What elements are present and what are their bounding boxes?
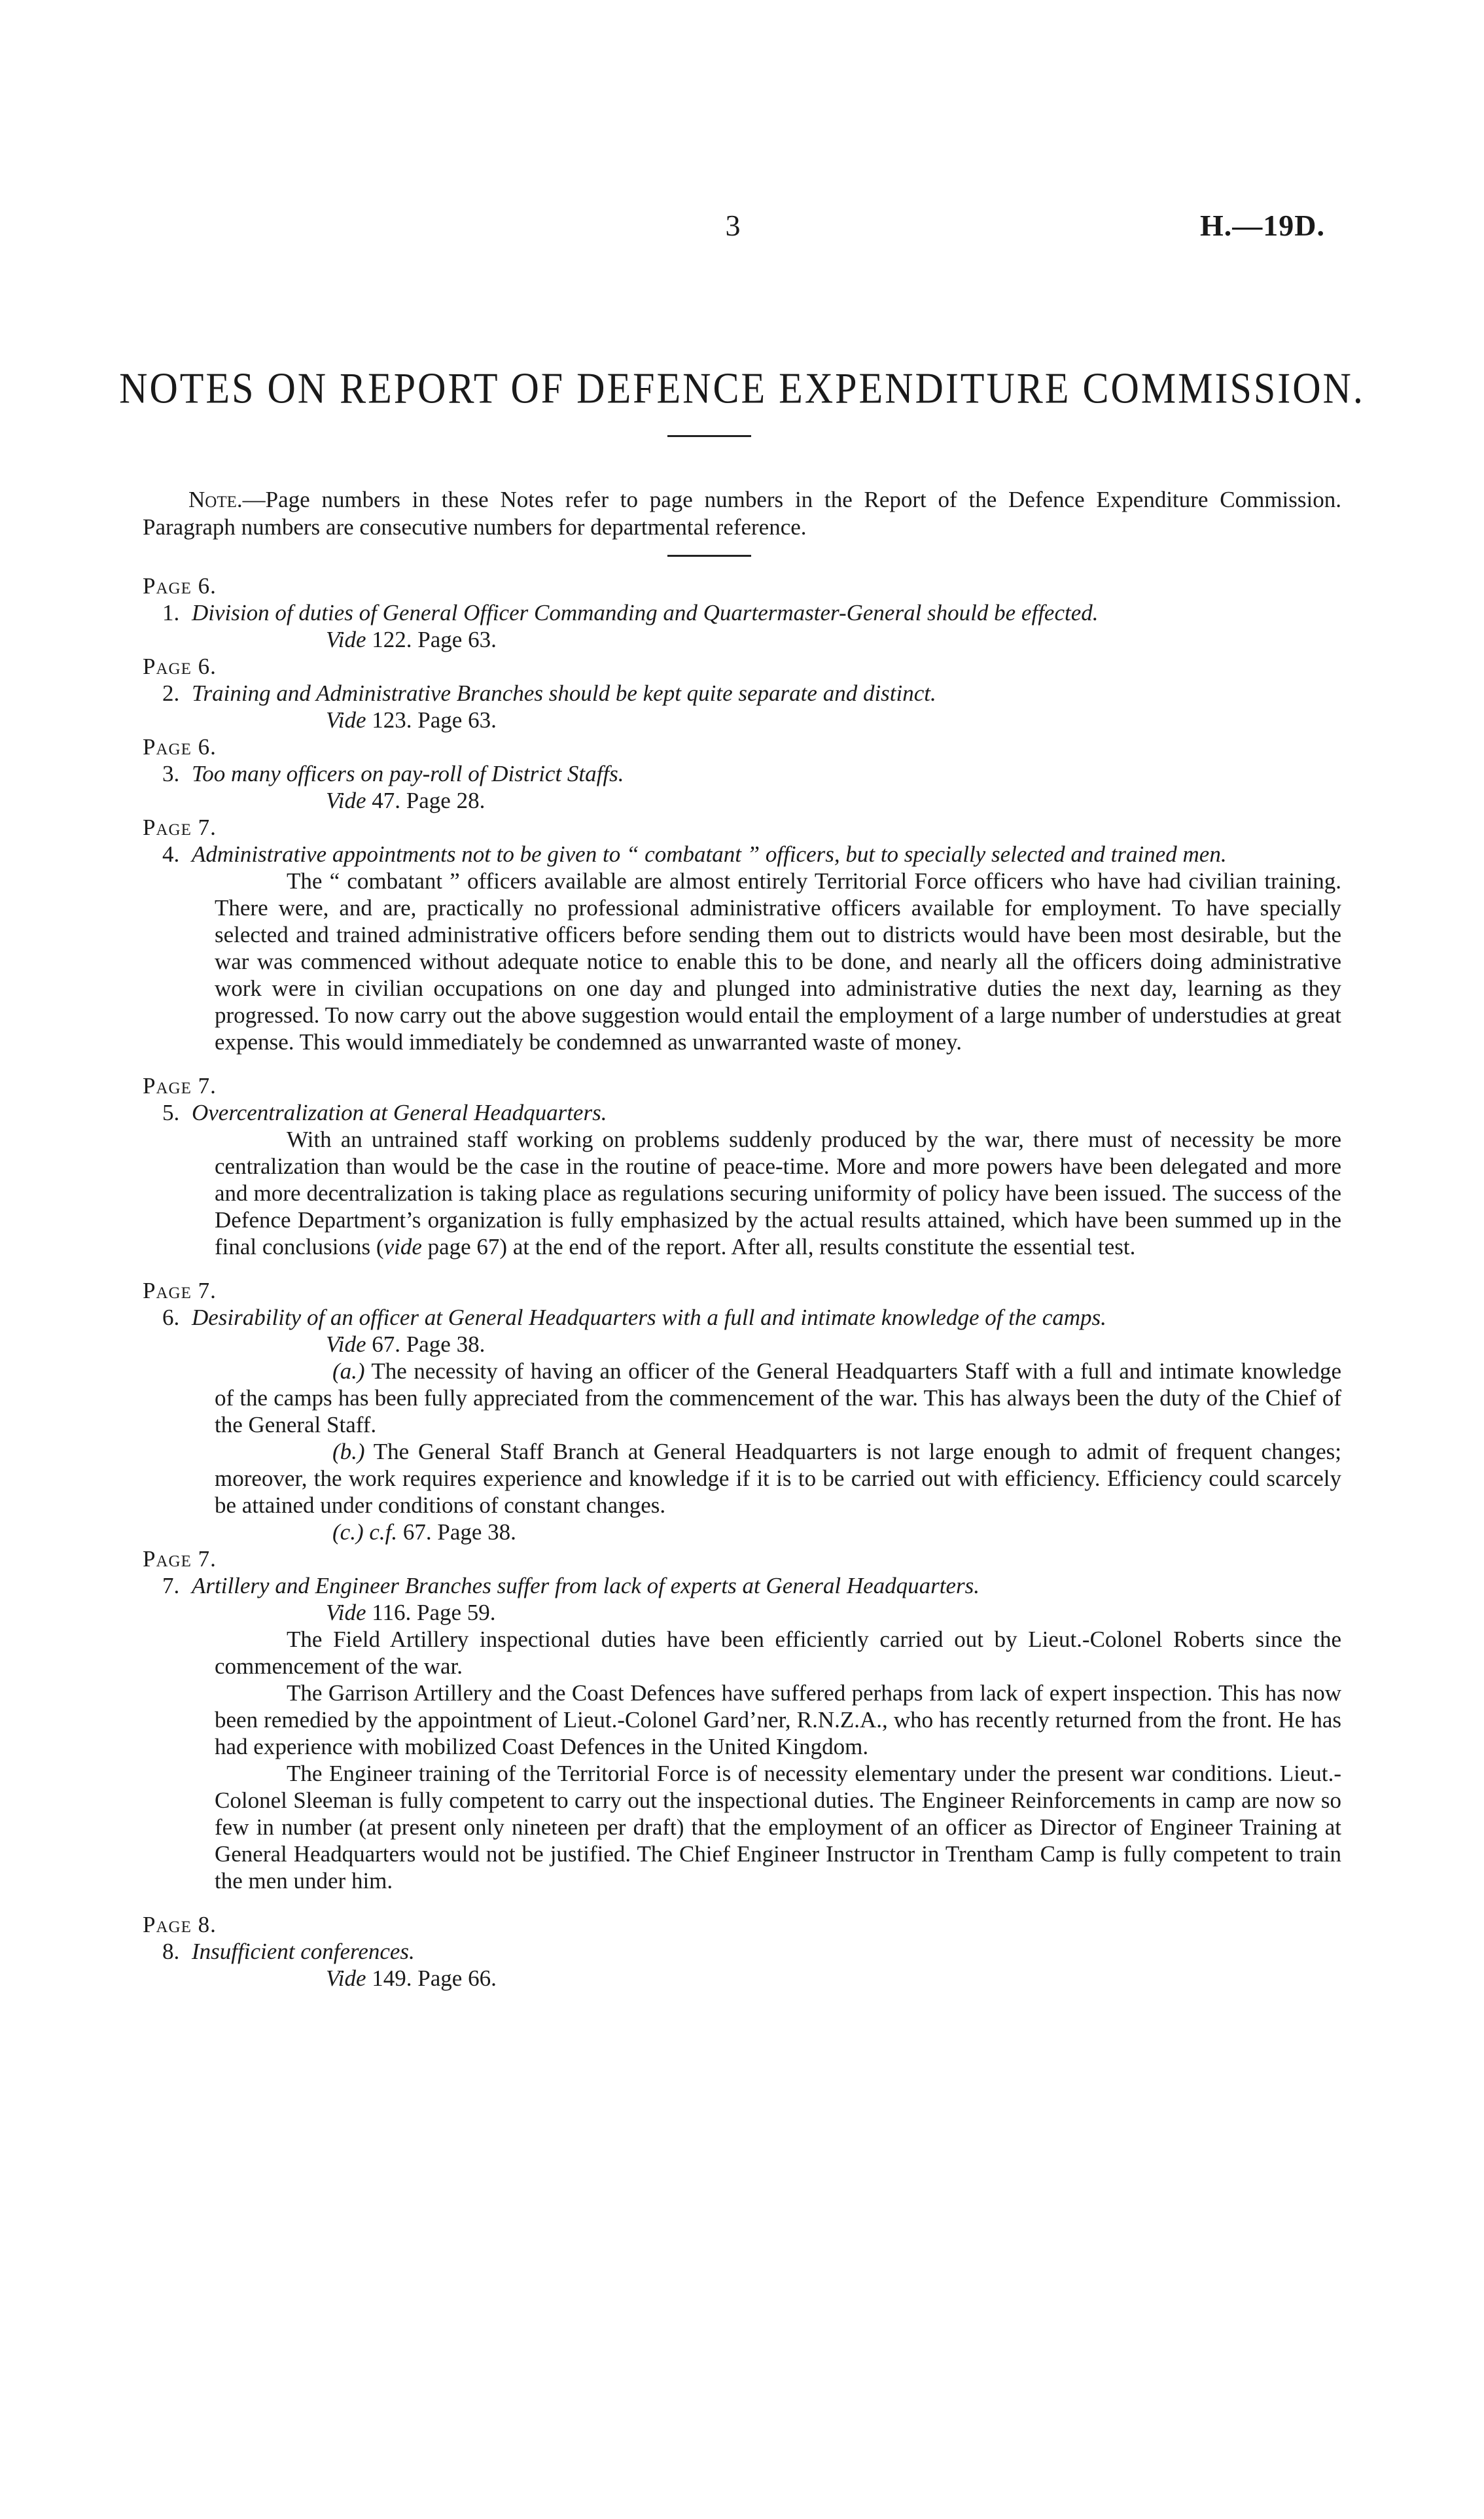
page-reference: Page 6. xyxy=(143,573,217,599)
sub-paragraph-a: (a.) The necessity of having an officer of the General Headquarters Staff with a full and intimate knowledge of the camps has been fully appreciated from the commencement of the war. This has always been the duty of the Chief of the General Staff. xyxy=(215,1358,1341,1437)
item-paragraph-3: The Engineer training of the Territorial Force is of necessity elementary under the present war conditions. Lieut.-Colonel Sleeman is fully competent to carry out the inspectional duties. The Engineer Reinforcements in camp are now so few in number (at present only nineteen per draft) that the employment of an officer as Director of Engineer Training at General Headquarters would not be justified. The Chief Engineer Instructor in Trentham Camp is fully competent to train the men under him. xyxy=(215,1761,1341,1894)
note-label: Note. xyxy=(188,487,243,512)
sub-paragraph-c: (c.) c.f. 67. Page 38. xyxy=(332,1519,516,1545)
title-rule xyxy=(667,435,751,437)
page-reference: Page 8. xyxy=(143,1912,217,1937)
note-rule xyxy=(667,555,751,557)
vide-reference: Vide 149. Page 66. xyxy=(326,1965,497,1991)
note-item-4 xyxy=(143,814,1341,1055)
page-reference: Page 6. xyxy=(143,654,217,679)
document-title: NOTES ON REPORT OF DEFENCE EXPENDITURE COMMISSION. xyxy=(119,364,1365,413)
item-heading: 4. Administrative appointments not to be given to “ combatant ” officers, but to specially selected and trained men. xyxy=(162,841,1227,867)
item-heading: 6. Desirability of an officer at General Headquarters with a full and intimate knowledge of the camps. xyxy=(162,1305,1106,1330)
page-reference: Page 6. xyxy=(143,734,217,760)
page-reference: Page 7. xyxy=(143,1546,217,1572)
vide-reference: Vide 122. Page 63. xyxy=(326,627,497,652)
item-paragraph: With an untrained staff working on problems suddenly produced by the war, there must of necessity be more centralization than would be the case in the routine of peace-time. More and more powers have been delegated and more and more decentralization is taking place as regulations securing uniformity of policy have been issued. The success of the Defence Department’s organization is fully emphasized by the actual results attained, which have been summed up in the final conclusions (vide page 67) at the end of the report. After all, results constitute the essential test. xyxy=(215,1127,1341,1260)
note-item-8 xyxy=(143,1911,1341,1992)
notes-list xyxy=(143,572,1341,1992)
vide-reference: Vide 116. Page 59. xyxy=(326,1600,496,1625)
page-reference: Page 7. xyxy=(143,1278,217,1303)
item-heading: 8. Insufficient conferences. xyxy=(162,1939,415,1964)
vide-reference: Vide 47. Page 28. xyxy=(326,788,486,813)
document-reference: H.—19D. xyxy=(1200,209,1325,242)
item-heading: 7. Artillery and Engineer Branches suffer from lack of experts at General Headquarters. xyxy=(162,1573,980,1598)
item-heading: 3. Too many officers on pay-roll of District Staffs. xyxy=(162,761,624,786)
item-heading: 2. Training and Administrative Branches should be kept quite separate and distinct. xyxy=(162,680,936,706)
item-paragraph-1: The Field Artillery inspectional duties have been efficiently carried out by Lieut.-Colonel Roberts since the commencement of the war. xyxy=(215,1627,1341,1679)
introductory-note xyxy=(143,486,1341,541)
item-paragraph-2: The Garrison Artillery and the Coast Defences have suffered perhaps from lack of expert inspection. This has now been remedied by the appointment of Lieut.-Colonel Gard’ner, R.N.Z.A., who has recently returned from the front. He has had experience with mobilized Coast Defences in the United Kingdom. xyxy=(215,1680,1341,1759)
vide-reference: Vide 67. Page 38. xyxy=(326,1331,486,1357)
note-text: —Page numbers in these Notes refer to page numbers in the Report of the Defence Expenditure Commission. Paragraph numbers are consecutive numbers for departmental reference. xyxy=(143,487,1341,540)
note-item-2 xyxy=(143,653,1341,733)
item-heading: 5. Overcentralization at General Headquarters. xyxy=(162,1100,607,1125)
page-number: 3 xyxy=(725,209,741,242)
page-reference: Page 7. xyxy=(143,1073,217,1099)
note-item-6 xyxy=(143,1277,1341,1545)
note-item-3 xyxy=(143,733,1341,814)
page-reference: Page 7. xyxy=(143,815,217,840)
item-heading: 1. Division of duties of General Officer Commanding and Quartermaster-General should be effected. xyxy=(162,600,1099,625)
note-item-1 xyxy=(143,572,1341,653)
note-item-7 xyxy=(143,1545,1341,1894)
sub-paragraph-b: (b.) The General Staff Branch at General Headquarters is not large enough to admit of frequent changes; moreover, the work requires experience and knowledge if it is to be carried out with efficiency. Efficiency could scarcely be attained under conditions of constant changes. xyxy=(215,1439,1341,1518)
vide-reference: Vide 123. Page 63. xyxy=(326,707,497,733)
item-paragraph: The “ combatant ” officers available are almost entirely Territorial Force officers who have had civilian training. There were, and are, practically no professional administrative officers available for employment. To have specially selected and trained administrative officers before sending them out to districts would have been most desirable, but the war was commenced without adequate notice to enable this to be done, and nearly all the officers doing administrative work were in civilian occupations on one day and plunged into administrative duties the next day, learning as they progressed. To now carry out the above suggestion would entail the employment of a large number of understudies at great expense. This would immediately be condemned as unwarranted waste of money. xyxy=(215,868,1341,1055)
note-item-5 xyxy=(143,1072,1341,1260)
